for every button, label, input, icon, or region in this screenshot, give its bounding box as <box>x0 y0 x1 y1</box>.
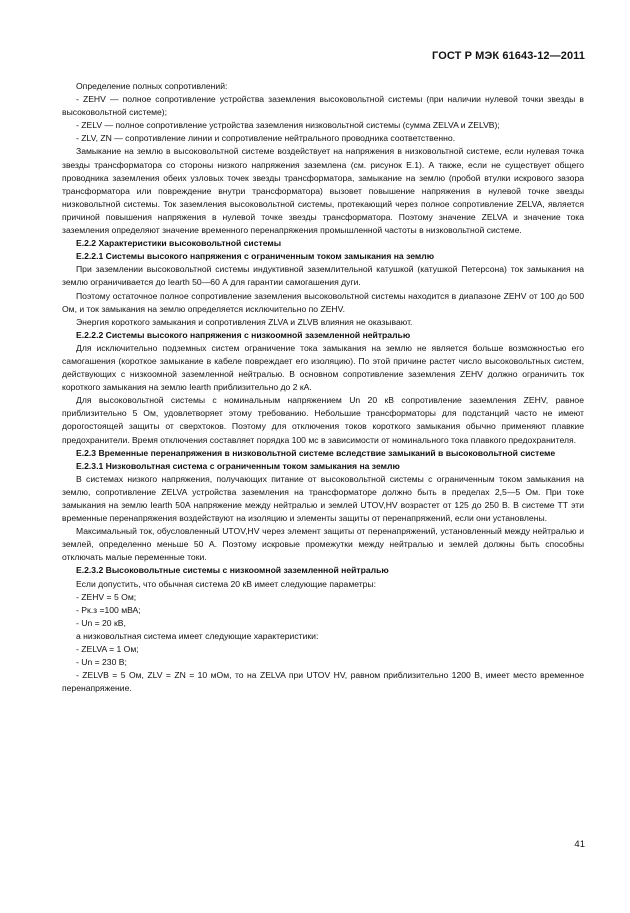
section-heading: Е.2.3 Временные перенапряжения в низковольтной системе вследствие замыканий в высоковольтной системе <box>76 447 556 458</box>
paragraph: - Pк.з =100 мВА; <box>76 604 141 615</box>
paragraph: - ZELVB = 5 Ом, ZLV = ZN = 10 мОм, то на ZELVA при UTOV HV, равном приблизительно 1200 В, имеет место временное перенапряжение. <box>62 670 584 694</box>
section-heading: Е.2.2 Характеристики высоковольтной системы <box>76 238 282 249</box>
section-heading: Е.2.3.2 Высоковольтные системы с низкоомной заземленной нейтралью <box>76 565 389 576</box>
paragraph: Для высоковольтной системы с номинальным напряжением Un 20 кВ сопротивление заземления ZEHV, равное приблизительно 5 Ом, удовлетворяет этому требованию. Небольшие трансформаторы для подстанций часто не имеют дорогостоящей защиты от сверхтоков. Поэтому для отключения токов короткого замыкания обычно применяют плавкие предохранители. Время отключения составляет порядка 100 мс в зависимости от номинального тока плавкого предохранителя. <box>62 395 584 445</box>
section-heading: Е.2.3.1 Низковольтная система с ограниченным током замыкания на землю <box>76 460 400 471</box>
paragraph: - ZELV — полное сопротивление устройства заземления низковольтной системы (сумма ZELVA и ZELVB); <box>76 120 500 131</box>
standard-header: ГОСТ Р МЭК 61643-12—2011 <box>432 50 585 62</box>
paragraph: При заземлении высоковольтной системы индуктивной заземлительной катушкой (катушкой Петерсона) ток замыкания на землю ограничивается до Iearth 50—60 А для гарантии самогашения дуги. <box>62 264 584 288</box>
paragraph: Если допустить, что обычная система 20 кВ имеет следующие параметры: <box>76 578 376 589</box>
paragraph: - ZLV, ZN — сопротивление линии и сопротивление нейтрального проводника соответственно. <box>76 133 456 144</box>
paragraph: В системах низкого напряжения, получающих питание от высоковольтной системы с ограниченным током замыкания на землю, сопротивление ZELVA устройства заземления на трансформаторе должно быть в пределах 2,5—5 Ом. При токе замыкания на землю Iearth 50А напряжение между нейтралью и землей UTOV,HV возрастет от 125 до 250 В. В системе ТТ эти временные перенапряжения воздействуют на изоляцию и элементы защиты от перенапряжений, если они установлены. <box>62 473 584 524</box>
document-body <box>62 80 584 695</box>
paragraph: - ZEHV — полное сопротивление устройства заземления высоковольтной системы (при наличии нулевой точки звезды в высоковольтной системе); <box>62 94 584 118</box>
section-heading: Е.2.2.1 Системы высокого напряжения с ограниченным током замыкания на землю <box>76 251 435 262</box>
section-heading: Е.2.2.2 Системы высокого напряжения с низкоомной заземленной нейтралью <box>76 329 411 340</box>
paragraph: - ZELVA = 1 Ом; <box>76 644 139 655</box>
page-number: 41 <box>574 839 585 850</box>
paragraph: - ZEHV = 5 Ом; <box>76 591 137 602</box>
paragraph: а низковольтная система имеет следующие характеристики: <box>76 630 319 641</box>
paragraph: Для исключительно подземных систем ограничение тока замыкания на землю не является больше возможностью его самогашения (короткое замыкание в кабеле повреждает его изоляцию). По этой причине растет число высоковольтных систем, действующих с низкоомной заземленной нейтралью. В основном сопротивление заземления ZEHV должно ограничить ток короткого замыкания на землю Iearth приблизительно до 2 кА. <box>62 342 584 393</box>
paragraph: Определение полных сопротивлений: <box>76 81 228 91</box>
paragraph: - Un = 20 кВ, <box>76 617 126 628</box>
paragraph: - Un = 230 В; <box>76 657 127 668</box>
paragraph: Поэтому остаточное полное сопротивление заземления высоковольтной системы находится в диапазоне ZEHV от 100 до 500 Ом, и ток замыкания на землю определяется исключительно по ZEHV. <box>62 290 584 314</box>
paragraph: Замыкание на землю в высоковольтной системе воздействует на напряжения в низковольтной системе, если нулевая точка звезды трансформатора со стороны низкого напряжения заземлена (см. рисунок Е.1). А также, если не существует общего проводника заземления обеих узловых точек звезды трансформатора, замыкание на землю (пробой втулки искрового зазора трансформатора или повреждение внутри трансформатора) вызовет повышение напряжения в нулевой точке звезды низковольтной системы. Ток заземления высоковольтной системы, протекающий через полное сопротивление ZELVA, является причиной повышения напряжения в нулевой точке звезды трансформатора. Поэтому значение ZELVA и значение тока заземления определяют значение временного перенапряжения промышленной частоты в низковольтной системе. <box>62 146 584 236</box>
paragraph: Энергия короткого замыкания и сопротивления ZLVA и ZLVB влияния не оказывают. <box>76 316 413 327</box>
paragraph: Максимальный ток, обусловленный UTOV,HV через элемент защиты от перенапряжений, установленный между нейтралью и землей, определенно меньше 50 А. Поэтому искровые промежутки между нейтралью и землей должны быть способны отключать малые переменные токи. <box>62 526 584 563</box>
